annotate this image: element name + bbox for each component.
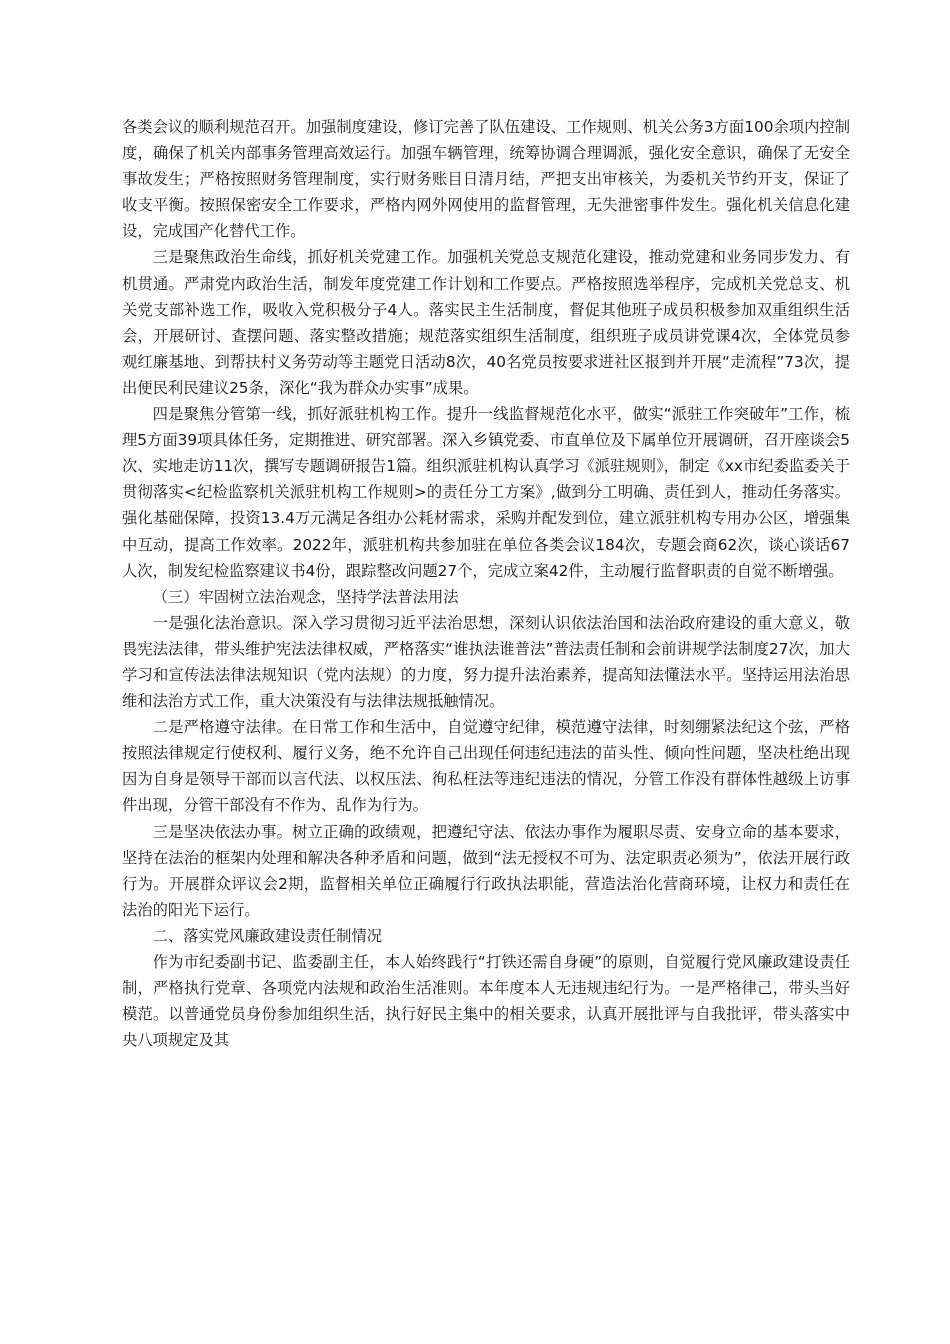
section-heading-clean-government: 二、落实党风廉政建设责任制情况 [152,926,383,945]
paragraph-party-building: 三是聚焦政治生命线，抓好机关党建工作。加强机关党总支规范化建设，推动党建和业务同步发力、有机贯通。严肃党内政治生活，制发年度党建工作计划和工作要点。严格按照选举程序，完成机关党总支、机关党支部补选工作，吸收入党积极分子4人。落实民主生活制度，督促其他班子成员积极参加双重组织生活会，开展研讨、查摆问题、落实整改措施；规范落实组织生活制度，组织班子成员讲党课4次，全体党员参观红廉基地、到帮扶村义务劳动等主题党日活动8次，40名党员按要求进社区报到并开展“走流程”73次，提出便民利民建议25条，深化“我为群众办实事”成果。 [122,248,850,397]
document-body [122,114,850,1053]
paragraph-continuation: 各类会议的顺利规范召开。加强制度建设，修订完善了队伍建设、工作规则、机关公务3方面100余项内控制度，确保了机关内部事务管理高效运行。加强车辆管理，统筹协调合理调派，强化安全意识，确保了无安全事故发生；严格按照财务管理制度，实行财务账目日清月结，严把支出审核关，为委机关节约开支，保证了收支平衡。按照保密安全工作要求，严格内网外网使用的监督管理，无失泄密事件发生。强化机关信息化建设，完成国产化替代工作。 [122,118,850,241]
section-heading-rule-of-law: （三）牢固树立法治观念，坚持学法普法用法 [152,587,459,606]
paragraph-legal-awareness: 一是强化法治意识。深入学习贯彻习近平法治思想，深刻认识依法治国和法治政府建设的重大意义，敬畏宪法法律，带头维护宪法法律权威，严格落实“谁执法谁普法”普法责任制和会前讲规学法制度27次，加大学习和宣传法法律法规知识（党内法规）的力度，努力提升法治素养，提高知法懂法水平。坚持运用法治思维和法治方式工作，重大决策没有与法律法规抵触情况。 [122,613,850,711]
paragraph-act-by-law: 三是坚决依法办事。树立正确的政绩观，把遵纪守法、依法办事作为履职尽责、安身立命的基本要求，坚持在法治的框架内处理和解决各种矛盾和问题，做到“法无授权不可为、法定职责必须为”，依法开展行政行为。开展群众评议会2期，监督相关单位正确履行行政执法职能，营造法治化营商环境，让权力和责任在法治的阳光下运行。 [122,822,850,919]
paragraph-obey-law: 二是严格遵守法律。在日常工作和生活中，自觉遵守纪律，模范遵守法律，时刻绷紧法纪这个弦，严格按照法律规定行使权利、履行义务，绝不允许自己出现任何违纪违法的苗头性、倾向性问题，坚决杜绝出现因为自身是领导干部而以言代法、以权压法、徇私枉法等违纪违法的情况，分管工作没有群体性越级上访事件出现，分管干部没有不作为、乱作为行为。 [122,718,850,815]
paragraph-dispatched-agencies: 四是聚焦分管第一线，抓好派驻机构工作。提升一线监督规范化水平，做实“派驻工作突破年”工作，梳理5方面39项具体任务，定期推进、研究部署。深入乡镇党委、市直单位及下属单位开展调研，召开座谈会5次、实地走访11次，撰写专题调研报告1篇。组织派驻机构认真学习《派驻规则》，制定《xx市纪委监委关于贯彻落实<纪检监察机关派驻机构工作规则>的责任分工方案》,做到分工明确、责任到人，推动任务落实。强化基础保障，投资13.4万元满足各组办公耗材需求，采购并配发到位，建立派驻机构专用办公区，增强集中互动，提高工作效率。2022年，派驻机构共参加驻在单位各类会议184次，专题会商62次，谈心谈话67人次，制发纪检监察建议书4份，跟踪整改问题27个，完成立案42件，主动履行监督职责的自觉不断增强。 [122,405,851,580]
paragraph-self-discipline: 作为市纪委副书记、监委副主任，本人始终践行“打铁还需自身硬”的原则，自觉履行党风廉政建设责任制，严格执行党章、各项党内法规和政治生活准则。本年度本人无违规违纪行为。一是严格律己，带头当好模范。以普通党员身份参加组织生活，执行好民主集中的相关要求，认真开展批评与自我批评，带头落实中央八项规定及其 [122,953,850,1050]
